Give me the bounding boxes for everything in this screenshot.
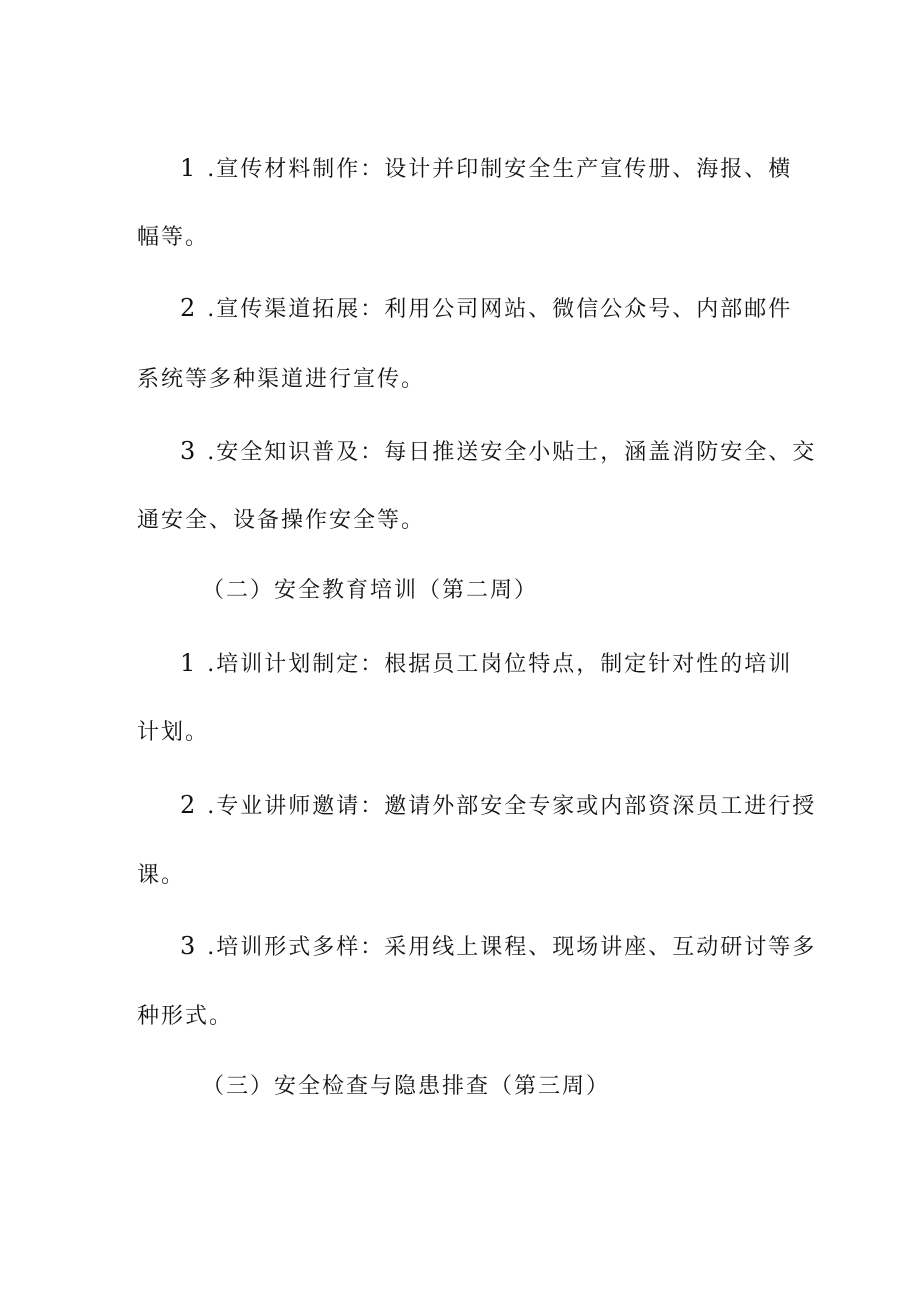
item-line bbox=[180, 153, 792, 185]
item-line bbox=[180, 648, 792, 680]
item-number: 1 bbox=[180, 649, 198, 677]
item-text: .安全知识普及：每日推送安全小贴士，涵盖消防安全、交 bbox=[207, 440, 817, 465]
item-number: 2 bbox=[180, 791, 198, 819]
item-continuation: 种形式。 bbox=[137, 1004, 234, 1029]
item-text: .宣传渠道拓展：利用公司网站、微信公众号、内部邮件 bbox=[207, 297, 793, 322]
item-continuation: 通安全、设备操作安全等。 bbox=[137, 508, 426, 533]
section-heading: （二）安全教育培训（第二周） bbox=[202, 578, 539, 603]
item-number: 2 bbox=[180, 294, 198, 322]
item-text: .培训计划制定：根据员工岗位特点，制定针对性的培训 bbox=[207, 652, 793, 677]
item-number: 3 bbox=[180, 437, 198, 465]
item-line bbox=[180, 293, 792, 325]
section-heading: （三）安全检查与隐患排查（第三周） bbox=[202, 1074, 611, 1099]
item-text: .培训形式多样：采用线上课程、现场讲座、互动研讨等多 bbox=[207, 935, 817, 960]
item-line bbox=[180, 790, 816, 822]
item-line bbox=[180, 436, 816, 468]
item-text: .专业讲师邀请：邀请外部安全专家或内部资深员工进行授 bbox=[207, 794, 817, 819]
item-text: .宣传材料制作：设计并印制安全生产宣传册、海报、横 bbox=[207, 157, 793, 182]
item-number: 3 bbox=[180, 932, 198, 960]
item-number: 1 bbox=[180, 154, 198, 182]
item-continuation: 计划。 bbox=[137, 720, 210, 745]
item-continuation: 课。 bbox=[137, 863, 186, 888]
item-continuation: 幅等。 bbox=[137, 225, 210, 250]
item-continuation: 系统等多种渠道进行宣传。 bbox=[137, 367, 426, 392]
item-line bbox=[180, 931, 816, 963]
